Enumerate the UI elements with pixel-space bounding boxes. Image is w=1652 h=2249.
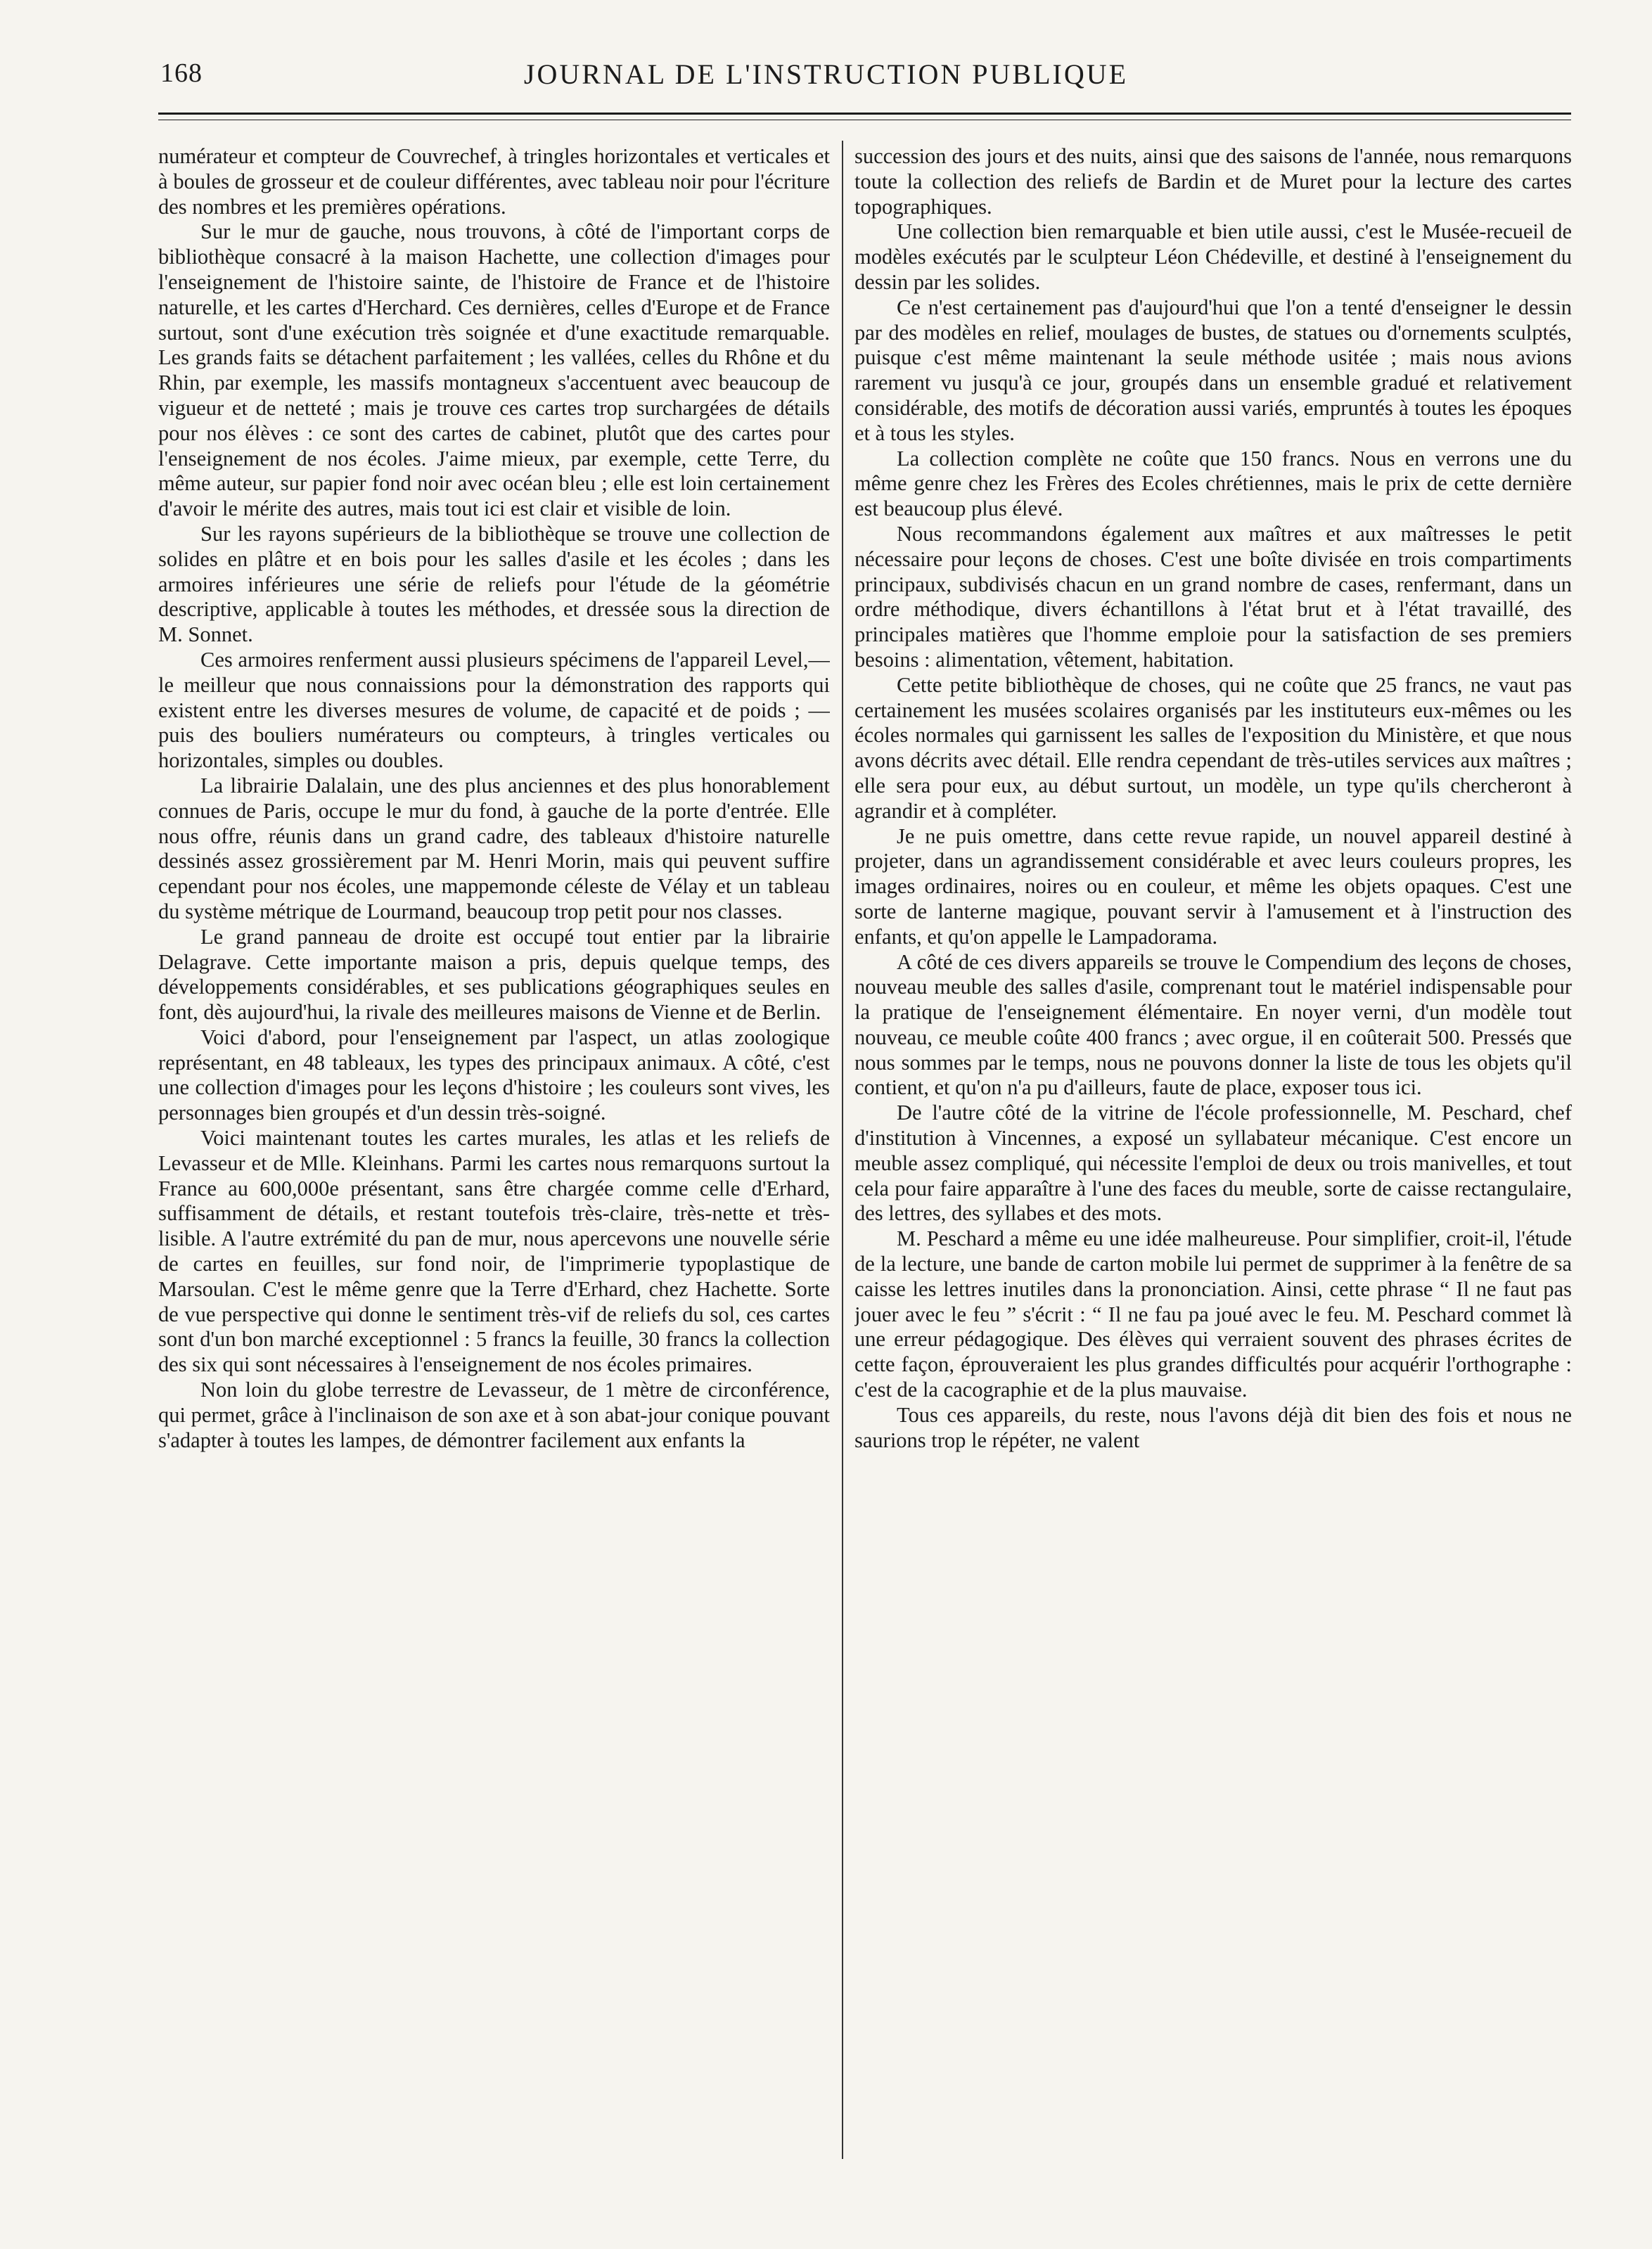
paragraph: Tous ces appareils, du reste, nous l'avons déjà dit bien des fois et nous ne saurions trop le répéter, ne valent xyxy=(854,1402,1572,1452)
paragraph: Sur le mur de gauche, nous trouvons, à côté de l'important corps de bibliothèque consacré à la maison Hachette, une collection d'images pour l'enseignement de l'histoire sainte, de l'histoire de France et de l'histoire naturelle, et les cartes d'Herchard. Ces dernières, celles d'Europe et de France surtout, sont d'une exécution très soignée et d'une exactitude remarquable. Les grands faits se détachent parfaitement ; les vallées, celles du Rhône et du Rhin, par exemple, les massifs montagneux s'accentuent avec beaucoup de vigueur et de netteté ; mais je trouve ces cartes trop surchargées de détails pour nos élèves : ce sont des cartes de cabinet, plutôt que des cartes pour l'enseignement de nos écoles. J'aime mieux, par exemple, cette Terre, du même auteur, sur papier fond noir avec océan bleu ; elle est loin certainement d'avoir le mérite des autres, mais tout ici est clair et visible de loin. xyxy=(158,219,830,521)
right-column xyxy=(854,144,1572,2155)
column-divider xyxy=(842,141,843,2159)
paragraph: Sur les rayons supérieurs de la bibliothèque se trouve une collection de solides en plâtre et en bois pour les salles d'asile et les écoles ; dans les armoires inférieures une série de reliefs pour l'étude de la géométrie descriptive, applicable à toutes les méthodes, et dressée sous la direction de M. Sonnet. xyxy=(158,521,830,647)
paragraph: De l'autre côté de la vitrine de l'école professionnelle, M. Peschard, chef d'institution à Vincennes, a exposé un syllabateur mécanique. C'est encore un meuble assez compliqué, qui nécessite l'emploi de deux ou trois manivelles, et tout cela pour faire apparaître à l'une des faces du meuble, sorte de caisse rectangulaire, des lettres, des syllabes et des mots. xyxy=(854,1101,1572,1226)
paragraph: Voici maintenant toutes les cartes murales, les atlas et les reliefs de Levasseur et de Mlle. Kleinhans. Parmi les cartes nous remarquons surtout la France au 600,000e présentant, sans être chargée comme celle d'Erhard, suffisamment de détails, et restant toutefois très-claire, très-nette et très-lisible. A l'autre extrémité du pan de mur, nous apercevons une nouvelle série de cartes en feuilles, sur fond noir, de l'imprimerie typoplastique de Marsoulan. C'est le même genre que la Terre d'Erhard, chez Hachette. Sorte de vue perspective qui donne le sentiment très-vif de reliefs du sol, ces cartes sont d'un bon marché exceptionnel : 5 francs la feuille, 30 francs la collection des six qui sont nécessaires à l'enseignement de nos écoles primaires. xyxy=(158,1126,830,1377)
paragraph: Non loin du globe terrestre de Levasseur, de 1 mètre de circonférence, qui permet, grâce à l'inclinaison de son axe et à son abat-jour conique pouvant s'adapter à toutes les lampes, de démontrer facilement aux enfants la xyxy=(158,1378,830,1452)
left-column xyxy=(158,144,830,2155)
paragraph: A côté de ces divers appareils se trouve le Compendium des leçons de choses, nouveau meuble des salles d'asile, comprenant tout le matériel indispensable pour la pratique de l'enseignement élémentaire. En noyer verni, d'un modèle tout nouveau, ce meuble coûte 400 francs ; avec orgue, il en coûterait 500. Pressés que nous sommes par le temps, nous ne pouvons donner la liste de tous les objets qu'il contient, et qu'on n'a pu d'ailleurs, faute de place, exposer tous ici. xyxy=(854,949,1572,1100)
paragraph: Une collection bien remarquable et bien utile aussi, c'est le Musée-recueil de modèles exécutés par le sculpteur Léon Chédeville, et destiné à l'enseignement du dessin par les solides. xyxy=(854,219,1572,294)
paragraph: M. Peschard a même eu une idée malheureuse. Pour simplifier, croit-il, l'étude de la lecture, une bande de carton mobile lui permet de supprimer à la fenêtre de sa caisse les lettres inutiles dans la prononciation. Ainsi, cette phrase “ Il ne faut pas jouer avec le feu ” s'écrit : “ Il ne fau pa joué avec le feu. M. Peschard commet là une erreur pédagogique. Des élèves qui verraient souvent des phrases écrites de cette façon, éprouveraient les plus grandes difficultés pour acquérir l'orthographe : c'est de la cacographie et de la plus mauvaise. xyxy=(854,1226,1572,1402)
running-head: JOURNAL DE L'INSTRUCTION PUBLIQUE xyxy=(523,58,1129,90)
paragraph: Je ne puis omettre, dans cette revue rapide, un nouvel appareil destiné à projeter, dans un agrandissement considérable et avec leurs couleurs propres, les images ordinaires, noires ou en couleur, et même les objets opaques. C'est une sorte de lanterne magique, pouvant servir à l'amusement et à l'instruction des enfants, et qu'on appelle le Lampadorama. xyxy=(854,824,1572,949)
paragraph: Cette petite bibliothèque de choses, qui ne coûte que 25 francs, ne vaut pas certainement les musées scolaires organisés par les instituteurs eux-mêmes ou les écoles normales qui garnissent les salles de l'exposition du Ministère, et que nous avons décrits avec détail. Elle rendra cependant de très-utiles services aux maîtres ; elle sera pour eux, au début surtout, un modèle, un type qu'ils chercheront à agrandir et à compléter. xyxy=(854,672,1572,823)
paragraph: succession des jours et des nuits, ainsi que des saisons de l'année, nous remarquons toute la collection des reliefs de Bardin et de Muret pour la lecture des cartes topographiques. xyxy=(854,144,1572,219)
paragraph: La collection complète ne coûte que 150 francs. Nous en verrons une du même genre chez les Frères des Ecoles chrétiennes, mais le prix de cette dernière est beaucoup plus élevé. xyxy=(854,446,1572,521)
page-number: 168 xyxy=(160,58,203,88)
paragraph: Le grand panneau de droite est occupé tout entier par la librairie Delagrave. Cette importante maison a pris, depuis quelque temps, des développements considérables, et ses publications géographiques seules en font, dès aujourd'hui, la rivale des meilleures maisons de Vienne et de Berlin. xyxy=(158,924,830,1025)
paragraph: Voici d'abord, pour l'enseignement par l'aspect, un atlas zoologique représentant, en 48 tableaux, les types des principaux animaux. A côté, c'est une collection d'images pour les leçons d'histoire ; les couleurs sont vives, les personnages bien groupés et d'un dessin très-soigné. xyxy=(158,1025,830,1125)
paragraph: Ce n'est certainement pas d'aujourd'hui que l'on a tenté d'enseigner le dessin par des modèles en relief, moulages de bustes, de statues ou d'ornements sculptés, puisque c'est même maintenant la seule méthode usitée ; mais nous avions rarement vu jusqu'à ce jour, groupés dans un ensemble gradué et relativement considérable, des motifs de décoration aussi variés, empruntés à toutes les époques et à tous les styles. xyxy=(854,295,1572,445)
paragraph: Nous recommandons également aux maîtres et aux maîtresses le petit nécessaire pour leçons de choses. C'est une boîte divisée en trois compartiments principaux, subdivisés chacun en un grand nombre de cases, renfermant, dans un ordre méthodique, divers échantillons à l'état brut et à l'état travaillé, des principales matières que l'homme emploie pour la satisfaction de ses premiers besoins : alimentation, vêtement, habitation. xyxy=(854,521,1572,672)
paragraph: Ces armoires renferment aussi plusieurs spécimens de l'appareil Level,—le meilleur que nous connaissions pour la démonstration des rapports qui existent entre les diverses mesures de volume, de capacité et de poids ; — puis des bouliers numérateurs ou compteurs, à tringles verticales ou horizontales, simples ou doubles. xyxy=(158,647,830,773)
paragraph: numérateur et compteur de Couvrechef, à tringles horizontales et verticales et à boules de grosseur et de couleur différentes, avec tableau noir pour l'écriture des nombres et les premières opérations. xyxy=(158,144,830,219)
paragraph: La librairie Dalalain, une des plus anciennes et des plus honorablement connues de Paris, occupe le mur du fond, à gauche de la porte d'entrée. Elle nous offre, réunis dans un grand cadre, des tableaux d'histoire naturelle dessinés assez grossièrement par M. Henri Morin, mais qui peuvent suffire cependant pour nos écoles, une mappemonde céleste de Vélay et un tableau du système métrique de Lourmand, beaucoup trop petit pour nos classes. xyxy=(158,773,830,923)
header-rule xyxy=(158,113,1571,115)
